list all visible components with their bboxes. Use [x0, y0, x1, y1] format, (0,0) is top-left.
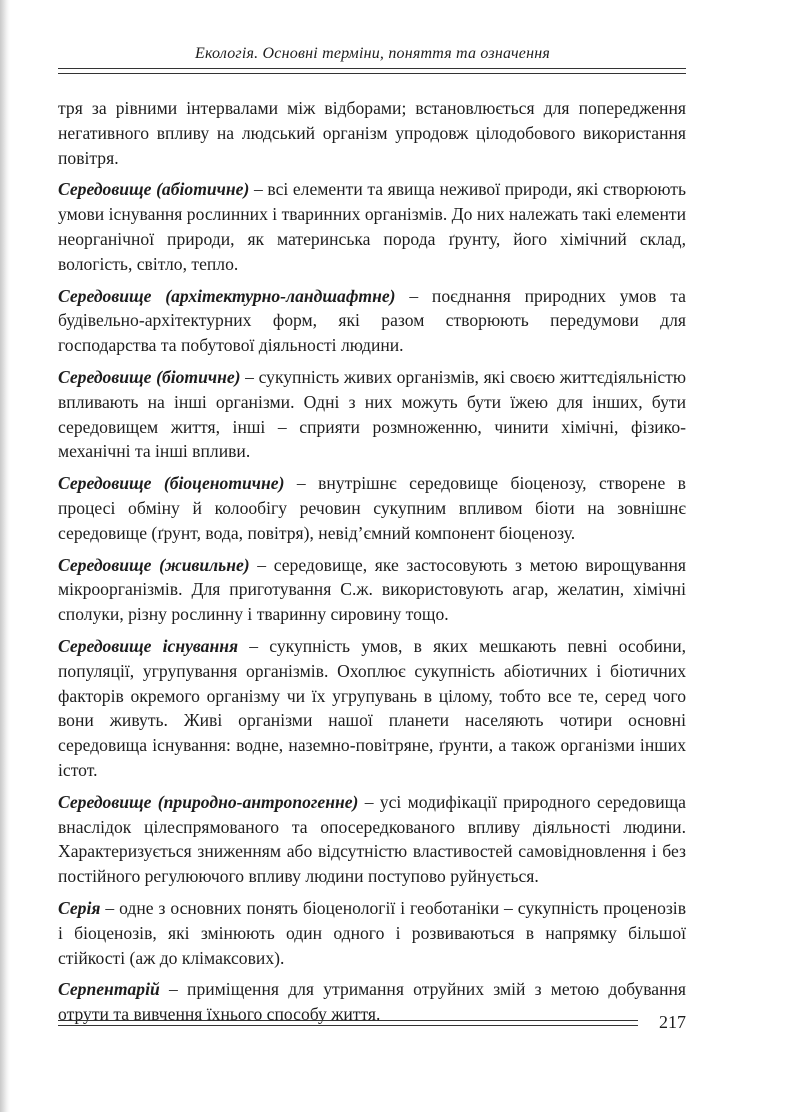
entry-text: тря за рівними інтервалами між відборами; встановлюється для попередження негативного впливу на людський організм упродовж цілодобового використання повітря. — [58, 98, 686, 168]
entry-text: усі модифікації природного середовища внаслідок цілеспрямованого та опосередкованого впливу діяльності людини. Характеризується зниженням або відсутністю властивостей самовідновлення і без постійного регулюючого впливу людини поступово руйнується. — [58, 791, 686, 887]
entry-term: Середовище (біотичне) — [58, 366, 241, 387]
header-rule — [58, 68, 686, 74]
entry-term: Середовище (абіотичне) — [58, 179, 250, 200]
entry-term: Серія — [58, 897, 101, 918]
entry-text: середовище, яке застосовують з метою вирощування мікроорганізмів. Для приготування С.ж. використовують агар, желатин, хімічні сполуки, різну рослинну і тваринну сировину тощо. — [58, 554, 686, 625]
entry-separator: – — [249, 554, 274, 575]
entry-habitat — [58, 634, 686, 783]
entry-term: Середовище існування — [58, 635, 239, 656]
entry-text: сукупність умов, в яких мешкають певні особини, популяції, угрупування організмів. Охоплює сукупність абіотичних і біотичних факторів окремого організму чи їх угрупувань в цілому, тобто все те, серед чого вони живуть. Живі організми нашої планети населяють чотири основні середовища існування: водне, наземно-повітряне, ґрунти, а також організми інших істот. — [58, 635, 687, 780]
entry-text: сукупність живих організмів, які своєю життєдіяльністю впливають на інші організми. Одні з них можуть бути їжею для інших, бути середовищем життя, інші – сприяти розмноженню, чинити хімічні, фізико-механічні та інші впливи. — [58, 366, 686, 462]
entry-separator: – — [240, 366, 259, 387]
entry-separator: – — [249, 179, 268, 200]
entry-separator: – — [284, 473, 319, 494]
entry-biocenotic-environment — [58, 471, 686, 545]
page-number: 217 — [659, 1012, 686, 1032]
entry-text: приміщення для утримання отруйних змій з метою добування отрути та вивчення їхнього способу життя. — [58, 979, 687, 1025]
entry-abiotic-environment — [58, 177, 686, 276]
entry-term: Середовище (живильне) — [58, 554, 250, 575]
entry-biotic-environment — [58, 365, 686, 464]
entry-term: Середовище (біоценотичне) — [58, 473, 285, 494]
page-footer — [58, 1012, 686, 1036]
entry-architectural-landscape-environment — [58, 284, 686, 358]
running-header: Екологія. Основні терміни, поняття та означення — [195, 45, 550, 62]
entry-term: Середовище (архітектурно-ландшафтне) — [58, 285, 396, 306]
entry-separator: – — [395, 285, 432, 306]
entry-text: поєднання природних умов та будівельно-архітектурних форм, які разом створюють передумови для господарства та побутової діяльності людини. — [58, 285, 686, 356]
entry-natural-anthropogenic-environment — [58, 790, 686, 889]
entry-series — [58, 896, 686, 970]
page-body — [58, 96, 686, 1034]
footer-rule — [58, 1020, 638, 1026]
entry-separator: – — [159, 979, 188, 1000]
entry-separator: – — [358, 791, 380, 812]
entry-nutrient-medium — [58, 553, 686, 627]
entry-term: Серпентарій — [58, 979, 160, 1000]
entry-term: Середовище (природно-антропогенне) — [58, 791, 359, 812]
entry-text: одне з основних понять біоценології і геоботаніки – сукупність проценозів і біоценозів, які змінюють один одного і розвиваються в напрямку більшої стійкості (аж до клімаксових). — [58, 897, 687, 968]
entry-continuation — [58, 96, 686, 170]
entry-separator: – — [238, 635, 270, 656]
entry-text: внутрішнє середовище біоценозу, створене в процесі обміну й колообігу речовин сукупним впливом біоти на зовнішнє середовище (ґрунт, вода, повітря), невід’ємний компонент біоценозу. — [58, 473, 686, 543]
entry-text: всі елементи та явища неживої природи, які створюють умови існування рослинних і тваринних організмів. До них належать такі елементи неорганічної природи, як материнська порода ґрунту, його хімічний склад, вологість, світло, тепло. — [58, 179, 686, 274]
entry-separator: – — [100, 897, 120, 918]
page-edge-shadow — [0, 0, 10, 1112]
